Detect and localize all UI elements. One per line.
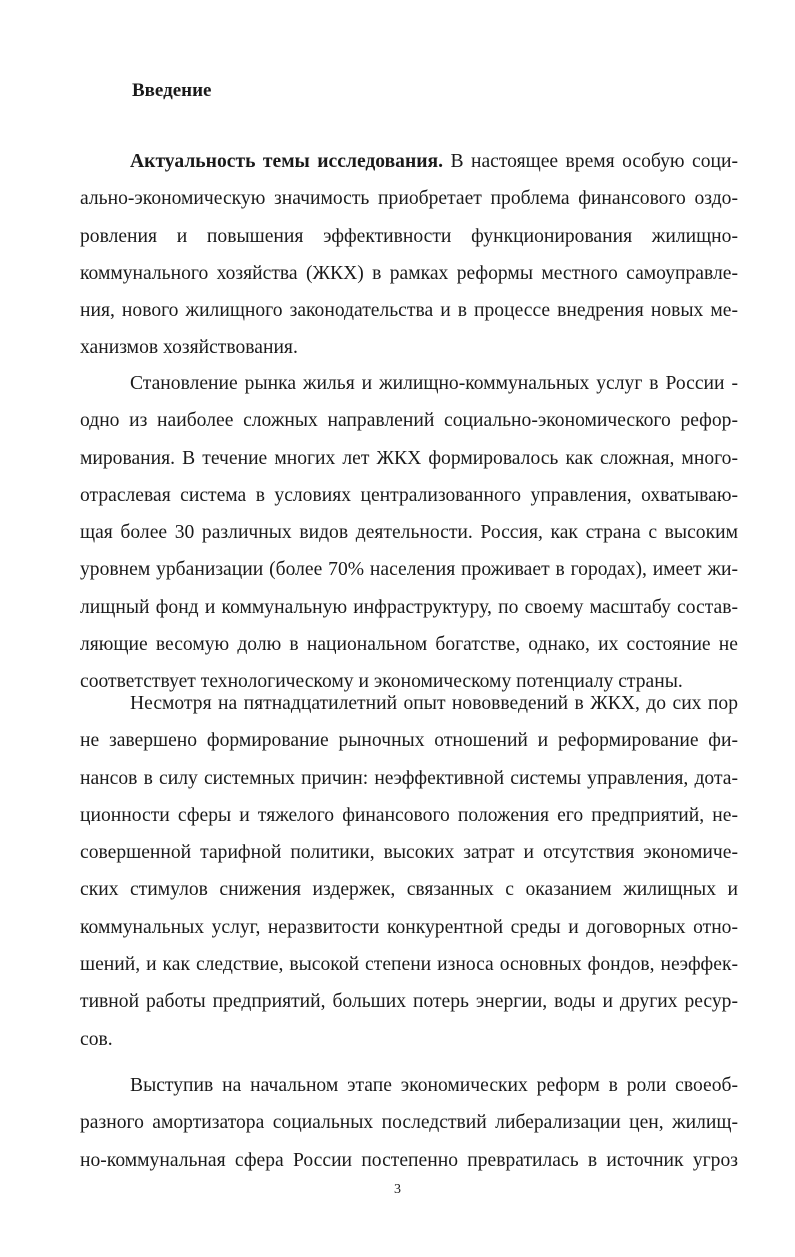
text-line: коммунального хозяйства (ЖКХ) в рамках реформы местного самоуправле- xyxy=(80,262,738,284)
text-line: но-коммунальная сфера России постепенно превратилась в источник угроз xyxy=(80,1149,738,1171)
text-line: разного амортизатора социальных последствий либерализации цен, жилищ- xyxy=(80,1112,738,1134)
text-line xyxy=(80,143,738,180)
text-line: не завершено формирование рыночных отношений и реформирование фи- xyxy=(80,730,738,752)
paragraph-relevance xyxy=(80,143,738,367)
paragraph-reform-problems xyxy=(80,685,738,1058)
text-line: ляющие весомую долю в национальном богатстве, однако, их состояние не xyxy=(80,634,738,656)
text-line: сов. xyxy=(80,1028,113,1050)
page-number: 3 xyxy=(394,1182,401,1197)
text-line: нансов в силу системных причин: неэффективной системы управления, дота- xyxy=(80,767,738,789)
text-line: соответствует технологическому и экономическому потенциалу страны. xyxy=(80,671,683,693)
text-line: Становление рынка жилья и жилищно-коммунальных услуг в России - xyxy=(130,373,738,394)
text-line: ханизмов хозяйствования. xyxy=(80,337,298,359)
paragraph-lead: Актуальность темы исследования. xyxy=(130,151,444,172)
text-line: ских стимулов снижения издержек, связанных с оказанием жилищных и xyxy=(80,879,738,901)
text-line: ально-экономическую значимость приобретает проблема финансового оздо- xyxy=(80,188,738,210)
text-line: тивной работы предприятий, больших потерь энергии, воды и других ресур- xyxy=(80,991,738,1013)
text-line: отраслевая система в условиях централизованного управления, охватываю- xyxy=(80,484,738,506)
section-heading: Введение xyxy=(132,80,212,101)
text-line: шений, и как следствие, высокой степени износа основных фондов, неэффек- xyxy=(80,954,738,976)
text-line: Несмотря на пятнадцатилетний опыт нововведений в ЖКХ, до сих пор xyxy=(130,693,738,714)
text-line: Выступив на начальном этапе экономических реформ в роли своеоб- xyxy=(130,1075,738,1096)
paragraph-shock-absorber xyxy=(80,1067,738,1179)
text-line: щая более 30 различных видов деятельности. Россия, как страна с высоким xyxy=(80,522,738,544)
text-line: ционности сферы и тяжелого финансового положения его предприятий, не- xyxy=(80,804,738,826)
text-line-content: В настоящее время особую соци- xyxy=(443,151,738,172)
text-line: мирования. В течение многих лет ЖКХ формировалось как сложная, много- xyxy=(80,447,738,469)
text-line: уровнем урбанизации (более 70% населения проживает в городах), имеет жи- xyxy=(80,559,738,581)
paragraph-housing-market xyxy=(80,365,738,701)
text-line: ния, нового жилищного законодательства и в процессе внедрения новых ме- xyxy=(80,300,738,322)
text-line: совершенной тарифной политики, высоких затрат и отсутствия экономиче- xyxy=(80,842,738,864)
text-line: одно из наиболее сложных направлений социально-экономического рефор- xyxy=(80,410,738,432)
text-line: коммунальных услуг, неразвитости конкурентной среды и договорных отно- xyxy=(80,916,738,938)
text-line: ровления и повышения эффективности функционирования жилищно- xyxy=(80,225,738,247)
text-line: лищный фонд и коммунальную инфраструктуру, по своему масштабу состав- xyxy=(80,596,738,618)
